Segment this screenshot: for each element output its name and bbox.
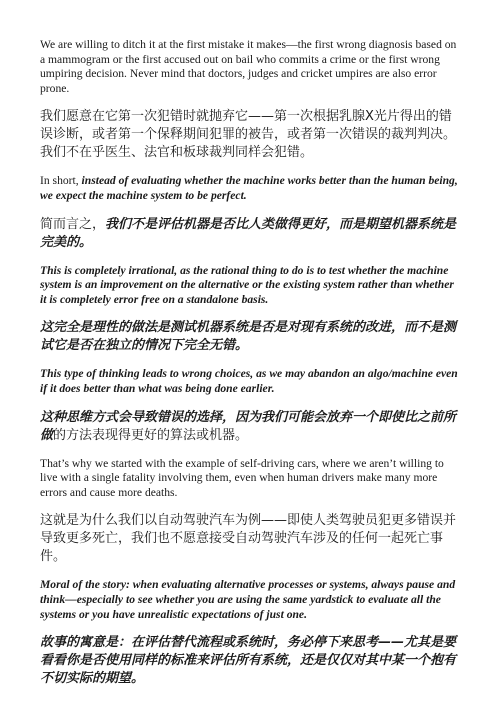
paragraph-3-chinese: 这完全是理性的做法是测试机器系统是否是对现有系统的改进，而不是测试它是否在独立的情况下完全无错。 (40, 320, 457, 354)
paragraph-6-english: Moral of the story: when evaluating alternative processes or systems, always pause and think—especially to see whether you are using the same yardstick to evaluate all the systems or you have unrealistic expectations of just one. (40, 578, 456, 621)
paragraph-5-english: That’s why we started with the example of self-driving cars, where we aren’t willing to live with a single fatality involving them, even when human drivers make many more errors and cause more deaths. (40, 456, 444, 499)
paragraph-5-chinese: 这就是为什么我们以自动驾驶汽车为例——即使人类驾驶员犯更多错误并导致更多死亡，我们也不愿意接受自动驾驶汽车涉及的任何一起死亡事件。 (40, 513, 457, 565)
paragraph-4-chinese (40, 409, 460, 445)
paragraph-3-english: This is completely irrational, as the rational thing to do is to test whether the machine system is an improvement on the alternative or the existing system rather than whether it is completely error free on a standalone basis. (40, 263, 454, 306)
paragraph-4-chinese-tail: 的方法表现得更好的算法或机器。 (53, 427, 249, 443)
paragraph-1-english: We are willing to ditch it at the first mistake it makes—the first wrong diagnosis based on a mammogram or the first accused out on bail who commits a crime or the first wrong umpiring decision. Never mind that doctors, judges and cricket umpires are also error prone. (40, 38, 457, 95)
paragraph-6-chinese: 故事的寓意是：在评估替代流程或系统时，务必停下来思考——尤其是要看看你是否使用同样的标准来评估所有系统，还是仅仅对其中某一个抱有不切实际的期望。 (40, 635, 457, 687)
paragraph-4-english: This type of thinking leads to wrong choices, as we may abandon an algo/machine even if it does better than what was being done earlier. (40, 367, 458, 395)
paragraph-1-chinese: 我们愿意在它第一次犯错时就抛弃它——第一次根据乳腺X光片得出的错误诊断，或者第一个保释期间犯罪的被告，或者第一次错误的裁判判决。我们不在乎医生、法官和板球裁判同样会犯错。 (40, 109, 457, 161)
paragraph-2-chinese (40, 216, 460, 252)
paragraph-4-chinese-emphasis: 这种思维方式会导致错误的选择，因为我们可能会放弃一个即使比之前所做 (40, 409, 457, 443)
paragraph-2-chinese-emphasis: 我们不是评估机器是否比人类做得更好，而是期望机器系统是完美的。 (40, 216, 457, 250)
paragraph-2-english-lead: In short, (40, 174, 82, 188)
paragraph-2-english (40, 174, 460, 203)
paragraph-2-chinese-lead: 简而言之， (40, 216, 106, 232)
paragraph-2-english-emphasis: instead of evaluating whether the machine works better than the human being, we expect the machine system to be perfect. (40, 174, 458, 202)
